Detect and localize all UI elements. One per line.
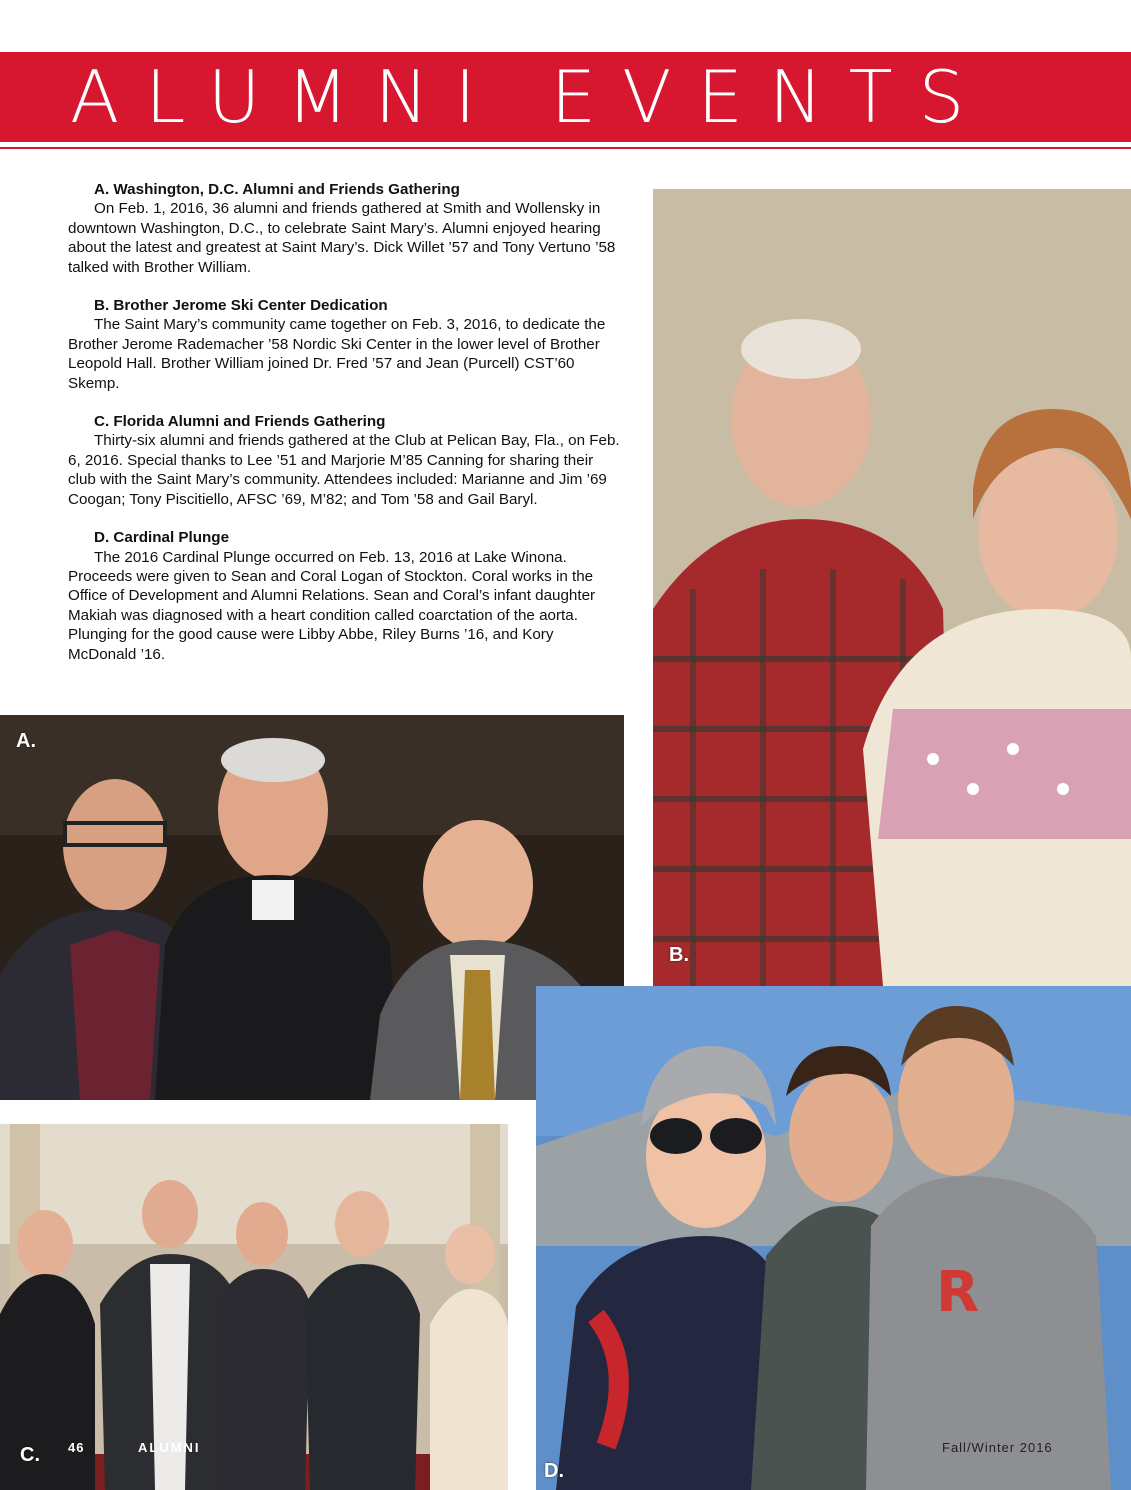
issue-date: Fall/Winter 2016: [942, 1440, 1053, 1455]
photo-label-a: A.: [16, 730, 36, 752]
photo-a: [0, 715, 624, 1100]
section-title: ALUMNI EVENTS: [70, 55, 991, 139]
article-body: On Feb. 1, 2016, 36 alumni and friends gathered at Smith and Wollensky in downtown Washington, D.C., to celebrate Saint Mary’s. Alumni enjoyed hearing about the latest and greatest at Saint Mary’s. Dick Willet ’57 and Tony Vertuno ’58 talked with Brother William.: [68, 200, 616, 276]
photo-b: [653, 189, 1131, 986]
photo-d: [536, 986, 1131, 1490]
article-d: [68, 528, 623, 664]
section-banner: [0, 52, 1131, 142]
svg-text:R: R: [936, 1260, 980, 1325]
article-c: [68, 412, 623, 509]
article-heading: A. Washington, D.C. Alumni and Friends Gathering: [94, 181, 460, 198]
page-number: 46: [68, 1440, 85, 1455]
photo-label-d: D.: [544, 1460, 564, 1482]
photo-label-b: B.: [669, 944, 689, 966]
article-a: [68, 180, 623, 277]
article-heading: C. Florida Alumni and Friends Gathering: [94, 413, 386, 431]
article-heading: D. Cardinal Plunge: [94, 529, 230, 547]
article-column: [68, 180, 623, 683]
article-body: The 2016 Cardinal Plunge occurred on Feb. 13, 2016 at Lake Winona. Proceeds were given to Sean and Coral Logan of Stockton. Coral works in the Office of Development and Alumni Relations. Sean and Coral’s infant daughter Makiah was diagnosed with a heart condition called coarctation of the aorta. Plunging for the good cause were Libby Abbe, Riley Burns ’16, and Kory McDonald ’16.: [68, 548, 596, 663]
photo-c: [0, 1124, 508, 1490]
article-body: Thirty-six alumni and friends gathered at the Club at Pelican Bay, Fla., on Feb. 6, 2016. Special thanks to Lee ’51 and Marjorie M’85 Canning for sharing their club with the Saint Mary’s community. Attendees included: Marianne and Jim ’69 Coogan; Tony Piscitiello, AFSC ’69, M’82; and Tom ’58 and Gail Baryl.: [68, 432, 620, 508]
magazine-name: ALUMNI: [138, 1440, 201, 1455]
article-body: The Saint Mary’s community came together on Feb. 3, 2016, to dedicate the Brother Jerome Rademacher ’58 Nordic Ski Center in the lower level of Brother Leopold Hall. Brother William joined Dr. Fred ’57 and Jean (Purcell) CST’60 Skemp.: [68, 316, 606, 392]
photo-label-c: C.: [20, 1444, 40, 1466]
article-b: [68, 296, 623, 393]
article-heading: B. Brother Jerome Ski Center Dedication: [94, 297, 388, 315]
divider-rule: [0, 147, 1131, 149]
